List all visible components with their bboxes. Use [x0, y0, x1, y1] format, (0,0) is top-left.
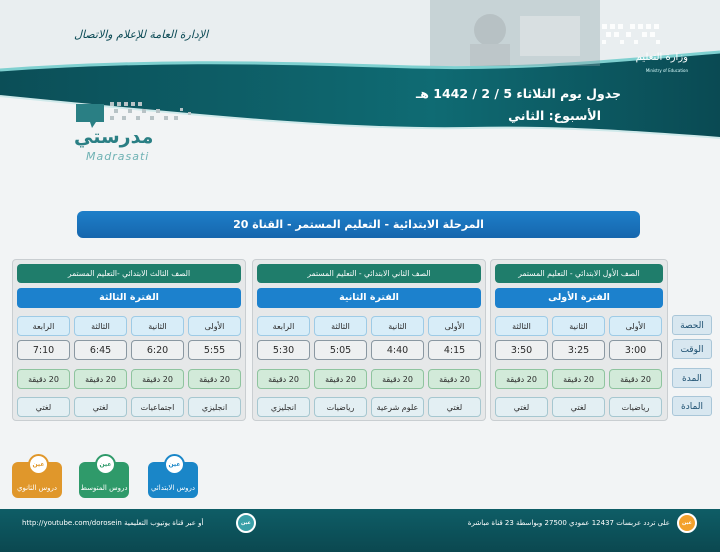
grade-3-time-2: 6:20: [131, 340, 184, 360]
grade-1-duration-3: 20 دقيقة: [495, 369, 548, 389]
ein-badge-icon: عين: [95, 454, 116, 475]
madrasati-name-ar: مدرستي: [74, 126, 154, 148]
grade-3-subject-3: لغتي: [74, 397, 127, 417]
grade-3-time-1: 5:55: [188, 340, 241, 360]
ministry-dots-icon: [600, 22, 662, 46]
grade-3-period-1: الأولى: [188, 316, 241, 336]
ein-youtube-icon: عين: [236, 513, 256, 533]
grade-2-panel: [252, 259, 486, 421]
grade-2-duration-2: 20 دقيقة: [371, 369, 424, 389]
footer-youtube-link[interactable]: http://youtube.com/dorosein أو عبر قناة يوتيوب التعليمية: [22, 519, 204, 527]
grade-2-duration-3: 20 دقيقة: [314, 369, 367, 389]
intermediate-lessons-button[interactable]: [79, 462, 129, 498]
grade-2-time-2: 4:40: [371, 340, 424, 360]
desk-scene-image: [430, 0, 600, 66]
row-label-subject: المادة: [672, 396, 712, 416]
grade-3-duration-4: 20 دقيقة: [17, 369, 70, 389]
grade-2-duration-4: 20 دقيقة: [257, 369, 310, 389]
grade-2-period-4: الرابعة: [257, 316, 310, 336]
grade-3-period-group: الفترة الثالثة: [17, 288, 241, 308]
ministry-name-ar: وزارة التعليم: [635, 52, 688, 63]
grade-1-period-1: الأولى: [609, 316, 662, 336]
grade-3-period-2: الثانية: [131, 316, 184, 336]
footer-channel-info: على تردد عربسات 12437 عمودي 27500 وبواسطة 23 قناة مباشرة: [467, 519, 670, 527]
grade-1-time-1: 3:00: [609, 340, 662, 360]
grade-1-period-group: الفترة الأولى: [495, 288, 663, 308]
grade-3-subject-2: اجتماعيات: [131, 397, 184, 417]
grade-3-panel: [12, 259, 246, 421]
grade-1-duration-1: 20 دقيقة: [609, 369, 662, 389]
grade-3-subject-1: انجليزي: [188, 397, 241, 417]
grade-2-period-3: الثالثة: [314, 316, 367, 336]
madrasati-logo: [70, 98, 200, 168]
grade-1-subject-2: لغتي: [552, 397, 605, 417]
intermediate-lessons-label: دروس المتوسط: [80, 484, 128, 492]
grade-1-subject-3: لغتي: [495, 397, 548, 417]
grade-3-duration-2: 20 دقيقة: [131, 369, 184, 389]
ein-badge-icon: عين: [28, 454, 49, 475]
grade-3-duration-3: 20 دقيقة: [74, 369, 127, 389]
grade-1-period-2: الثانية: [552, 316, 605, 336]
grade-2-time-4: 5:30: [257, 340, 310, 360]
row-label-period: الحصة: [672, 315, 712, 335]
grade-1-time-2: 3:25: [552, 340, 605, 360]
grade-2-title: الصف الثاني الابتدائي - التعليم المستمر: [257, 264, 481, 283]
grade-3-duration-1: 20 دقيقة: [188, 369, 241, 389]
madrasati-name-en: Madrasati: [86, 150, 150, 163]
row-label-time: الوقت: [672, 339, 712, 359]
grade-2-time-3: 5:05: [314, 340, 367, 360]
ein-badge-icon: عين: [164, 454, 185, 475]
row-label-duration: المدة: [672, 368, 712, 388]
primary-lessons-button[interactable]: [148, 462, 198, 498]
secondary-lessons-button[interactable]: [12, 462, 62, 498]
grade-2-time-1: 4:15: [428, 340, 481, 360]
grade-2-subject-1: لغتي: [428, 397, 481, 417]
schedule-date: جدول يوم الثلاثاء 5 / 2 / 1442 هـ: [415, 86, 621, 101]
grade-3-time-4: 7:10: [17, 340, 70, 360]
grade-2-duration-1: 20 دقيقة: [428, 369, 481, 389]
grade-1-period-3: الثالثة: [495, 316, 548, 336]
media-calligraphy: الإدارة العامة للإعلام والاتصال: [74, 28, 209, 41]
grade-1-panel: [490, 259, 668, 421]
grade-1-title: الصف الأول الابتدائي - التعليم المستمر: [495, 264, 663, 283]
grade-2-subject-4: انجليزي: [257, 397, 310, 417]
grade-2-subject-3: رياضيات: [314, 397, 367, 417]
ministry-logo: [600, 22, 696, 74]
grade-2-period-1: الأولى: [428, 316, 481, 336]
primary-lessons-label: دروس الابتدائي: [150, 484, 196, 492]
grade-3-subject-4: لغتي: [17, 397, 70, 417]
grade-3-title: الصف الثالث الابتدائي -التعليم المستمر: [17, 264, 241, 283]
grade-1-duration-2: 20 دقيقة: [552, 369, 605, 389]
ein-channel-icon: عين: [677, 513, 697, 533]
grade-2-subject-2: علوم شرعية: [371, 397, 424, 417]
secondary-lessons-label: دروس الثانوي: [16, 484, 57, 492]
footer-bar: [0, 509, 720, 552]
grade-3-period-4: الرابعة: [17, 316, 70, 336]
stage-title: المرحلة الابتدائية - التعليم المستمر - القناة 20: [77, 211, 640, 238]
grade-2-period-2: الثانية: [371, 316, 424, 336]
grade-2-period-group: الفترة الثانية: [257, 288, 481, 308]
grade-3-time-3: 6:45: [74, 340, 127, 360]
grade-1-time-3: 3:50: [495, 340, 548, 360]
grade-1-subject-1: رياضيات: [609, 397, 662, 417]
ministry-name-en: Ministry of Education: [645, 68, 688, 73]
grade-3-period-3: الثالثة: [74, 316, 127, 336]
schedule-week: الأسبوع: الثاني: [508, 108, 601, 123]
